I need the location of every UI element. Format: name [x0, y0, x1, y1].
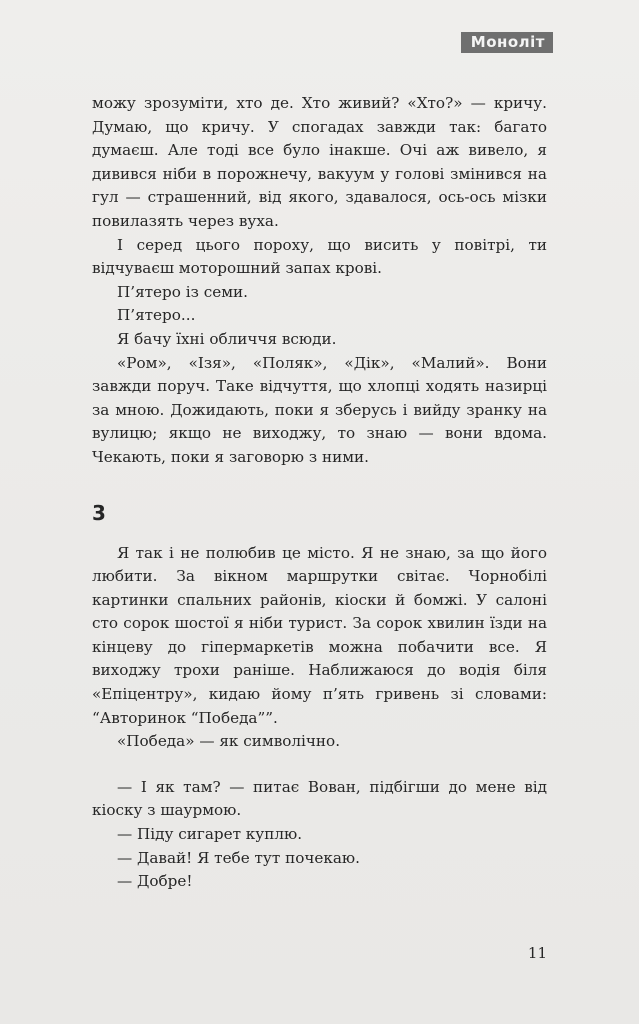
dialogue-line: — Добре! [117, 872, 193, 891]
running-head-title: Моноліт [461, 32, 553, 53]
paragraph: Я так і не полюбив це місто. Я не знаю, за що його любити. За вікном маршрутки світає. Чорнобілі картинки спальних районів, кіоски й бомжі. У салоні сто сорок шостої я ніби турист. За сорок хвилин їзди на кінцеву до гіпермаркетів можна побачити все. Я виходжу трохи раніше. Наближаюся до водія біля «Епіцентру», кидаю йому п’ять гривень зі словами: “Авторинок “Победа””. [92, 543, 547, 727]
paragraph: «Ром», «Ізя», «Поляк», «Дік», «Малий». Вони завжди поруч. Таке відчуття, що хлопці ходять назирці за мною. Дожидають, поки я зберусь і вийду зранку на вулицю; якщо не виходжу, то знаю — вони вдома. Чекають, поки я заговорю з ними. [92, 353, 547, 466]
paragraph: «Победа» — як символічно. [117, 732, 341, 751]
scene-break-spacer [92, 754, 547, 776]
paragraph: І серед цього пороху, що висить у повітрі, ти відчуваєш моторошний запах крові. [92, 235, 547, 278]
body-text [92, 92, 547, 894]
section-spacer [92, 470, 547, 500]
paragraph: П’ятеро із семи. [117, 282, 248, 301]
paragraph: можу зрозуміти, хто де. Хто живий? «Хто?» — кричу. Думаю, що кричу. У спогадах завжди так: багато думаєш. Але тоді все було інакше. Очі аж вивело, я дивився ніби в порожнечу, вакуум у голові змінився на гул — страшенний, від якого, здавалося, ось-ось мізки повилазять через вуха. [92, 94, 547, 230]
dialogue-line: — І як там? — питає Вован, підбігши до мене від кіоску з шаурмою. [92, 777, 547, 820]
paragraph: Я бачу їхні обличчя всюди. [117, 329, 337, 348]
section-number: 3 [92, 500, 106, 525]
page-number: 11 [527, 944, 547, 962]
dialogue-line: — Піду сигарет куплю. [117, 825, 303, 844]
dialogue-line: — Давай! Я тебе тут почекаю. [117, 848, 360, 867]
paragraph: П’ятеро... [117, 306, 196, 325]
